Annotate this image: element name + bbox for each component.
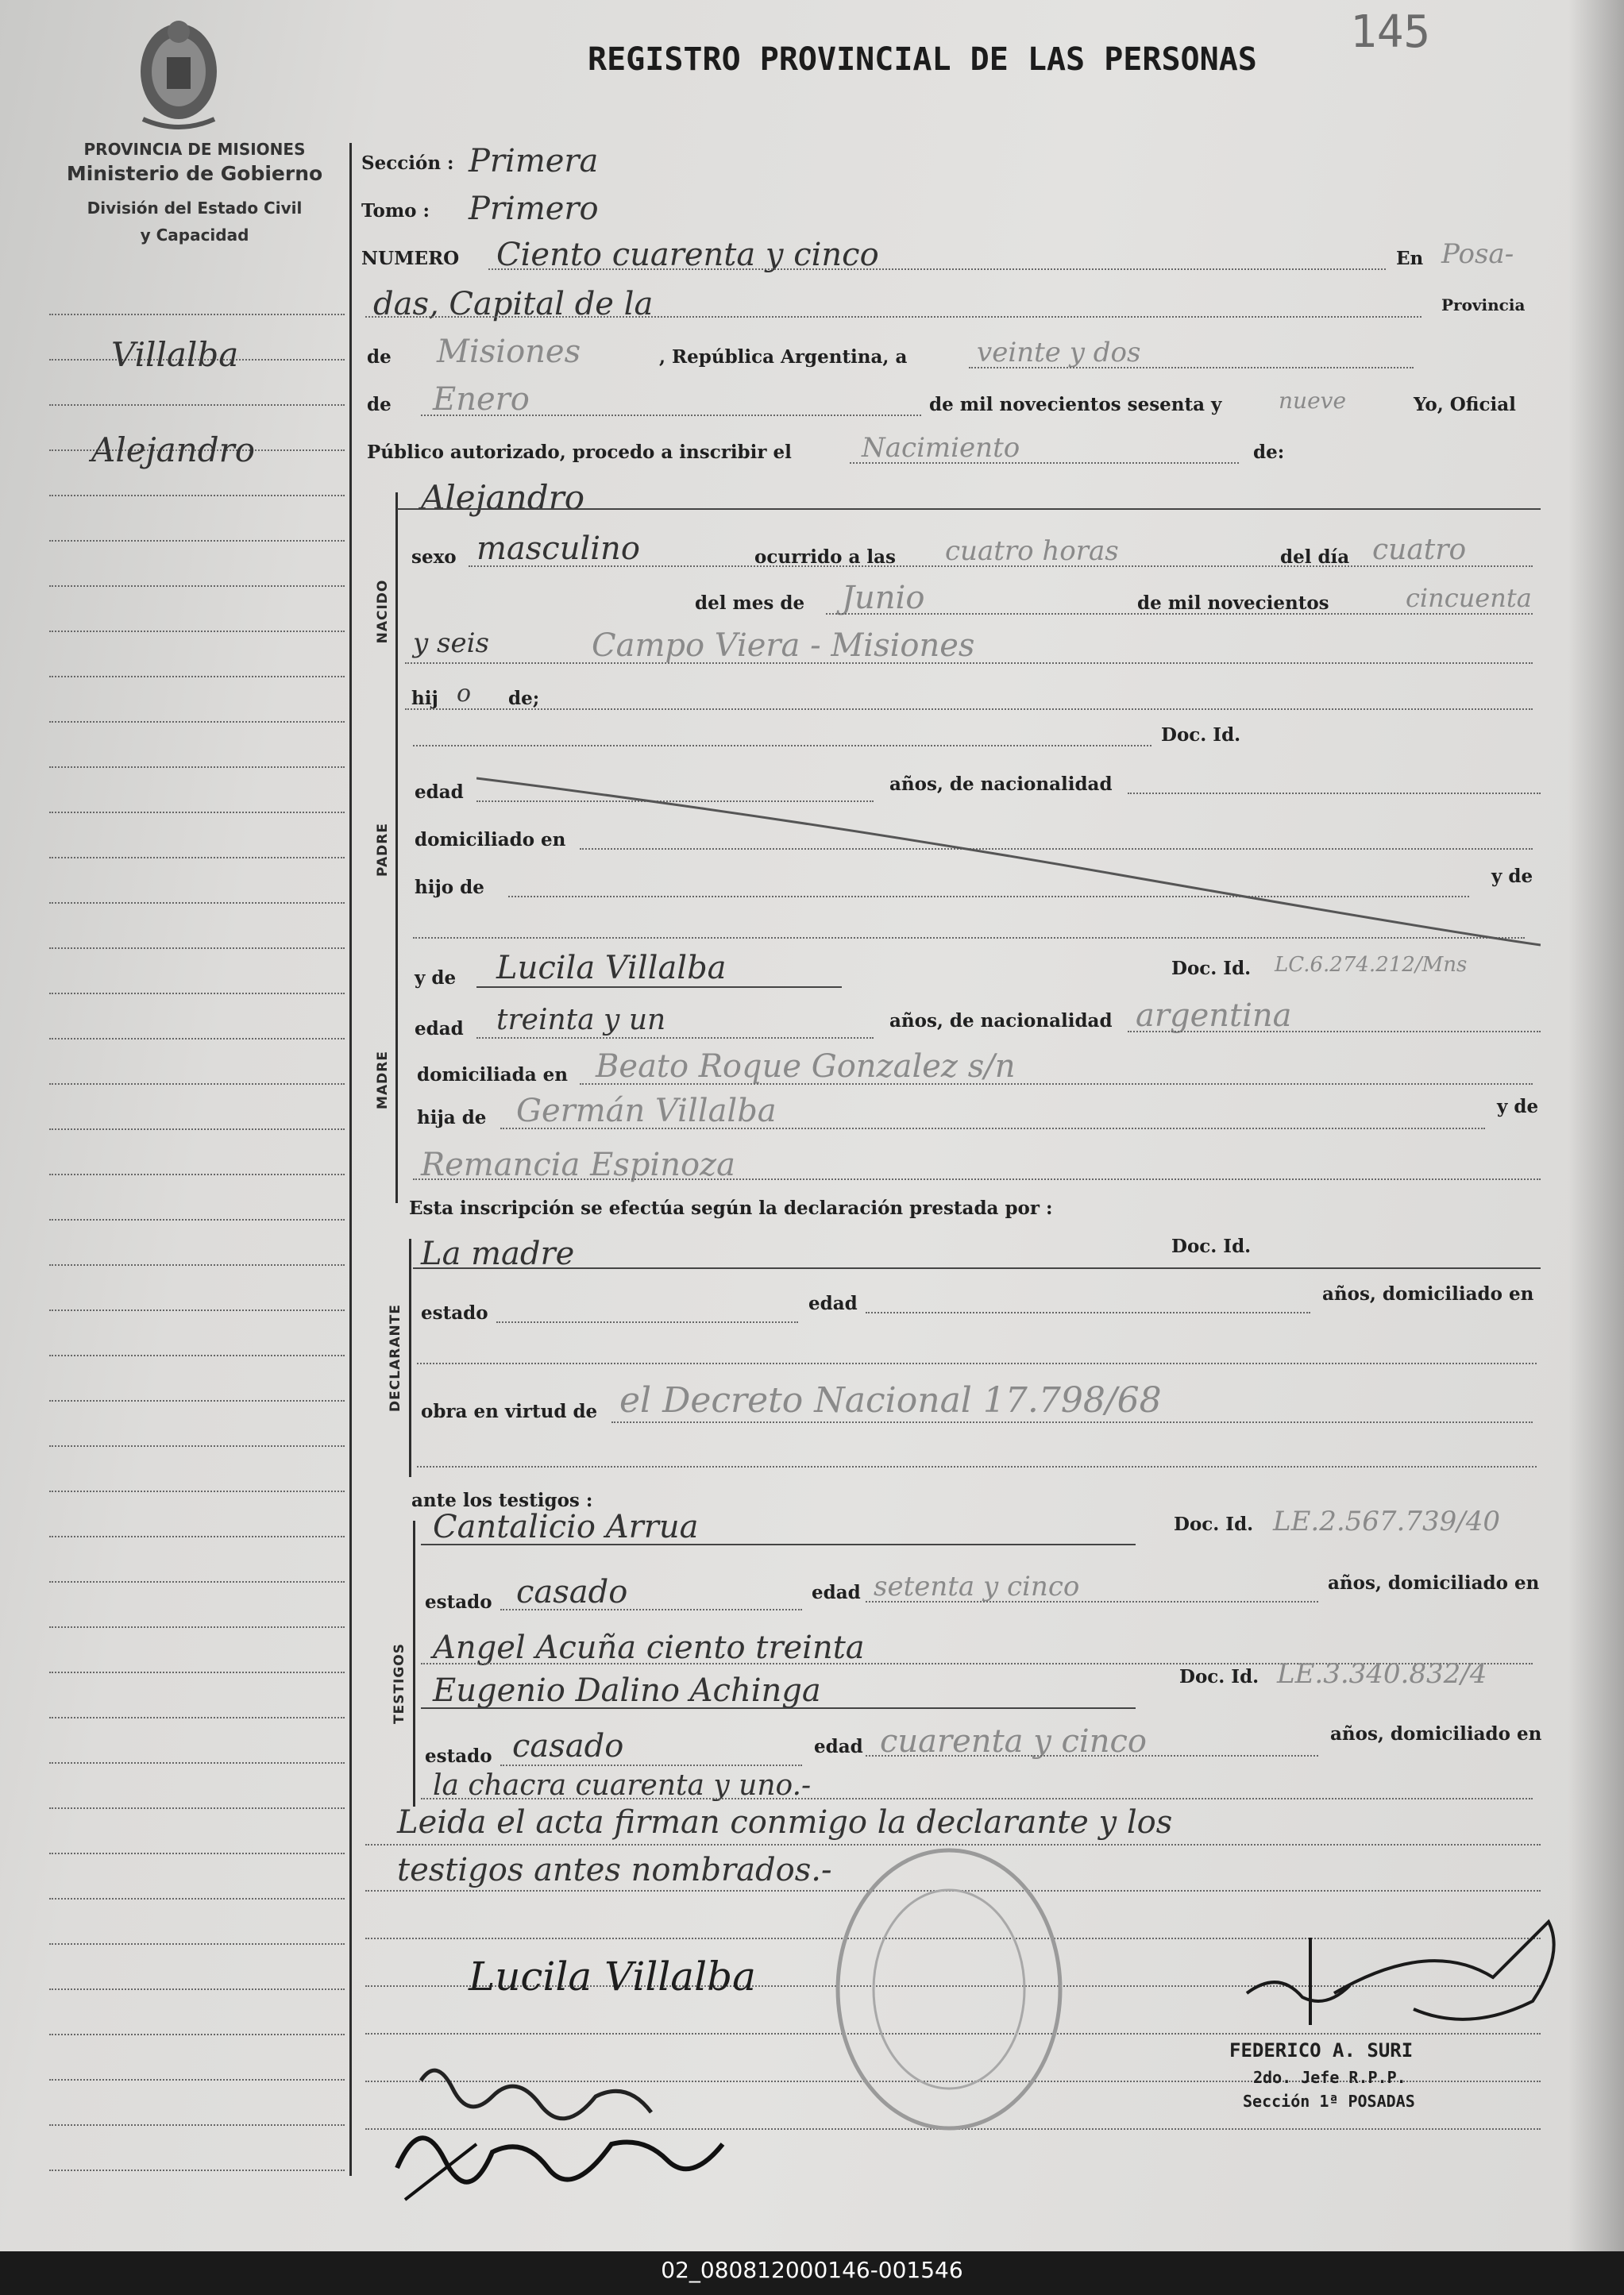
- label-anos-dom-testigo1: años, domiciliado en: [1328, 1572, 1540, 1594]
- margin-rule: [49, 676, 345, 677]
- label-doc-id-testigo2: Doc. Id.: [1179, 1666, 1259, 1688]
- page-title: REGISTRO PROVINCIAL DE LAS PERSONAS: [588, 41, 1257, 78]
- margin-rule: [49, 2034, 345, 2035]
- value-testigo1-estado: casado: [516, 1574, 628, 1610]
- margin-rule: [49, 1174, 345, 1175]
- value-madre-nombre: Lucila Villalba: [496, 950, 727, 986]
- label-tomo: Tomo :: [361, 200, 430, 222]
- value-ciudad-2: das, Capital de la: [373, 286, 654, 322]
- image-caption: 02_080812000146-001546: [661, 2257, 963, 2283]
- margin-given-name: Alejandro: [91, 430, 255, 469]
- label-de-semicolon: de;: [508, 688, 540, 709]
- label-edad-madre: edad: [415, 1018, 464, 1040]
- margin-rule: [49, 1807, 345, 1809]
- value-testigo1: Cantalicio Arrua: [433, 1509, 699, 1545]
- value-decreto: el Decreto Nacional 17.798/68: [619, 1380, 1162, 1421]
- margin-rule: [49, 766, 345, 768]
- value-acto: Nacimiento: [862, 432, 1020, 464]
- margin-rule: [49, 1491, 345, 1492]
- label-obra-virtud: obra en virtud de: [421, 1401, 598, 1422]
- margin-rule: [49, 1128, 345, 1130]
- label-ante-testigos: ante los testigos :: [411, 1490, 593, 1511]
- label-seccion: Sección :: [361, 152, 454, 174]
- value-madre-doc: LC.6.274.212/Mns: [1275, 953, 1468, 977]
- value-sexo: masculino: [476, 530, 640, 567]
- label-estado-testigo2: estado: [425, 1745, 492, 1767]
- value-anio: nueve: [1279, 388, 1347, 414]
- value-madre-nac: argentina: [1136, 997, 1292, 1034]
- margin-rule: [49, 631, 345, 632]
- declaracion-intro: Esta inscripción se efectúa según la declaración prestada por :: [409, 1198, 1053, 1219]
- label-domiciliado-padre: domiciliado en: [415, 829, 566, 850]
- label-de: de: [367, 346, 392, 368]
- margin-rule: [49, 1445, 345, 1447]
- value-dia: veinte y dos: [977, 337, 1141, 368]
- value-testigo2-edad: cuarenta y cinco: [880, 1723, 1147, 1760]
- margin-rule: [49, 1310, 345, 1311]
- ministry-line-2: Ministerio de Gobierno: [66, 162, 323, 185]
- value-anio-nac-2: y seis: [413, 627, 489, 659]
- value-dia-nac: cuatro: [1372, 534, 1467, 566]
- margin-rule: [49, 2170, 345, 2171]
- value-provincia: Misiones: [437, 334, 581, 370]
- cancellation-stroke: [476, 770, 1541, 953]
- folio-number: 145: [1350, 6, 1431, 58]
- label-anos-dom-testigo2: años, domiciliado en: [1330, 1723, 1542, 1745]
- label-edad-declarante: edad: [808, 1293, 858, 1314]
- declarant-signature: Lucila Villalba: [469, 1954, 756, 2000]
- label-domiciliada-madre: domiciliada en: [417, 1064, 568, 1086]
- section-nacido: NACIDO: [375, 579, 391, 644]
- value-testigo2-estado: casado: [512, 1728, 624, 1765]
- value-madre-domicilio: Beato Roque Gonzalez s/n: [596, 1048, 1016, 1085]
- ministry-line-3: División del Estado Civil: [87, 199, 303, 218]
- value-numero: Ciento cuarenta y cinco: [496, 237, 879, 273]
- value-mes: Enero: [433, 381, 530, 418]
- margin-divider: [349, 143, 352, 2176]
- ministry-line-1: PROVINCIA DE MISIONES: [83, 140, 306, 159]
- value-testigo2: Eugenio Dalino Achinga: [433, 1672, 821, 1709]
- label-estado-testigo1: estado: [425, 1591, 492, 1613]
- value-anio-nac-1: cincuenta: [1406, 583, 1532, 613]
- label-hija-de: hija de: [417, 1107, 487, 1128]
- margin-rule: [49, 404, 345, 406]
- label-doc-id-testigo1: Doc. Id.: [1174, 1514, 1254, 1535]
- margin-rule: [49, 1898, 345, 1900]
- margin-rule: [49, 1672, 345, 1673]
- margin-rule: [49, 1355, 345, 1356]
- margin-rule: [49, 721, 345, 723]
- value-declarante: La madre: [421, 1236, 575, 1272]
- margin-rule: [49, 540, 345, 542]
- value-madre-madre: Remancia Espinoza: [421, 1147, 735, 1183]
- margin-rule: [49, 1400, 345, 1402]
- label-y-de-padre: y de: [1491, 866, 1533, 887]
- value-lugar-nac: Campo Viera - Misiones: [592, 627, 975, 664]
- value-testigo2-domicilio: la chacra cuarenta y uno.-: [433, 1769, 812, 1802]
- margin-rule: [49, 1626, 345, 1628]
- value-hijo-suffix: o: [457, 680, 472, 708]
- margin-rule: [49, 857, 345, 858]
- margin-rule: [49, 1762, 345, 1764]
- section-padre: PADRE: [375, 823, 391, 877]
- value-madre-edad: treinta y un: [496, 1004, 666, 1036]
- official-signature: [1231, 1906, 1572, 2041]
- margin-surname: Villalba: [111, 335, 239, 374]
- label-anos-nac-padre: años, de nacionalidad: [889, 773, 1113, 795]
- label-de-colon: de:: [1253, 442, 1285, 463]
- margin-rule: [49, 2124, 345, 2126]
- label-del-dia: del día: [1280, 546, 1350, 568]
- value-seccion: Primera: [469, 143, 599, 179]
- label-en: En: [1396, 248, 1424, 269]
- margin-rule: [49, 1536, 345, 1537]
- ministry-line-4: y Capacidad: [140, 226, 249, 245]
- value-madre-padre: Germán Villalba: [516, 1093, 777, 1129]
- margin-rule: [49, 1038, 345, 1040]
- label-anos-nac-madre: años, de nacionalidad: [889, 1010, 1113, 1032]
- label-provincia: Provincia: [1441, 295, 1526, 314]
- label-edad-padre: edad: [415, 781, 464, 803]
- value-testigo2-doc: LE.3.340.832/4: [1277, 1658, 1487, 1690]
- label-sexo: sexo: [411, 546, 457, 568]
- label-estado-declarante: estado: [421, 1302, 488, 1324]
- label-del-mes: del mes de: [695, 592, 805, 614]
- margin-rule: [49, 947, 345, 949]
- label-edad-testigo2: edad: [814, 1736, 863, 1757]
- margin-rule: [49, 1264, 345, 1266]
- value-mes-nac: Junio: [842, 580, 925, 616]
- label-de-2: de: [367, 394, 392, 415]
- label-edad-testigo1: edad: [812, 1582, 861, 1603]
- section-testigos: TESTIGOS: [392, 1642, 407, 1725]
- official-office: Sección 1ª POSADAS: [1243, 2092, 1415, 2111]
- margin-rule: [49, 1988, 345, 1990]
- label-doc-id-nacido: Doc. Id.: [1161, 724, 1241, 746]
- label-hijo: hij: [411, 688, 438, 709]
- witness-signatures: [389, 2049, 834, 2216]
- section-madre: MADRE: [375, 1051, 391, 1109]
- value-testigo1-domicilio: Angel Acuña ciento treinta: [433, 1630, 865, 1666]
- label-y-de-madre: y de: [415, 967, 457, 989]
- margin-rule: [49, 1219, 345, 1221]
- label-mil-sesenta: de mil novecientos sesenta y: [929, 394, 1222, 415]
- margin-rule: [49, 902, 345, 904]
- label-anos-dom-declarante: años, domiciliado en: [1322, 1283, 1534, 1305]
- margin-rule: [49, 812, 345, 813]
- official-role: 2do. Jefe R.P.P.: [1253, 2068, 1406, 2087]
- margin-rule: [49, 1717, 345, 1718]
- margin-rule: [49, 1853, 345, 1854]
- section-declarante: DECLARANTE: [388, 1304, 403, 1412]
- value-nombre: Alejandro: [421, 478, 584, 517]
- coat-of-arms-icon: [135, 16, 222, 135]
- label-ocurrido: ocurrido a las: [754, 546, 896, 568]
- closing-line-2: testigos antes nombrados.-: [397, 1852, 832, 1888]
- margin-rule: [49, 2079, 345, 2081]
- label-numero: NUMERO: [361, 248, 460, 269]
- label-y-de-madre-2: y de: [1497, 1096, 1539, 1117]
- label-publico: Público autorizado, procedo a inscribir el: [367, 442, 792, 463]
- margin-rule: [49, 314, 345, 315]
- label-hijo-de-padre: hijo de: [415, 877, 484, 898]
- margin-rule: [49, 495, 345, 496]
- value-testigo1-edad: setenta y cinco: [874, 1571, 1080, 1603]
- value-tomo: Primero: [469, 191, 599, 227]
- label-doc-id-madre: Doc. Id.: [1171, 958, 1252, 979]
- official-name: FEDERICO A. SURI: [1229, 2039, 1414, 2062]
- label-republica: , República Argentina, a: [659, 346, 908, 368]
- margin-rule: [49, 585, 345, 587]
- value-ciudad-1: Posa-: [1441, 238, 1514, 270]
- closing-line-1: Leida el acta firman conmigo la declarante y los: [397, 1804, 1173, 1841]
- margin-rule: [49, 1943, 345, 1945]
- registry-seal-icon: [830, 1842, 1068, 2136]
- value-hora: cuatro horas: [945, 535, 1119, 567]
- margin-rule: [49, 1581, 345, 1583]
- label-mil-novecientos: de mil novecientos: [1137, 592, 1329, 614]
- label-yo-oficial: Yo, Oficial: [1414, 394, 1516, 415]
- margin-rule: [49, 993, 345, 994]
- value-testigo1-doc: LE.2.567.739/40: [1273, 1506, 1500, 1537]
- label-doc-id-declarante: Doc. Id.: [1171, 1236, 1252, 1257]
- margin-rule: [49, 1083, 345, 1085]
